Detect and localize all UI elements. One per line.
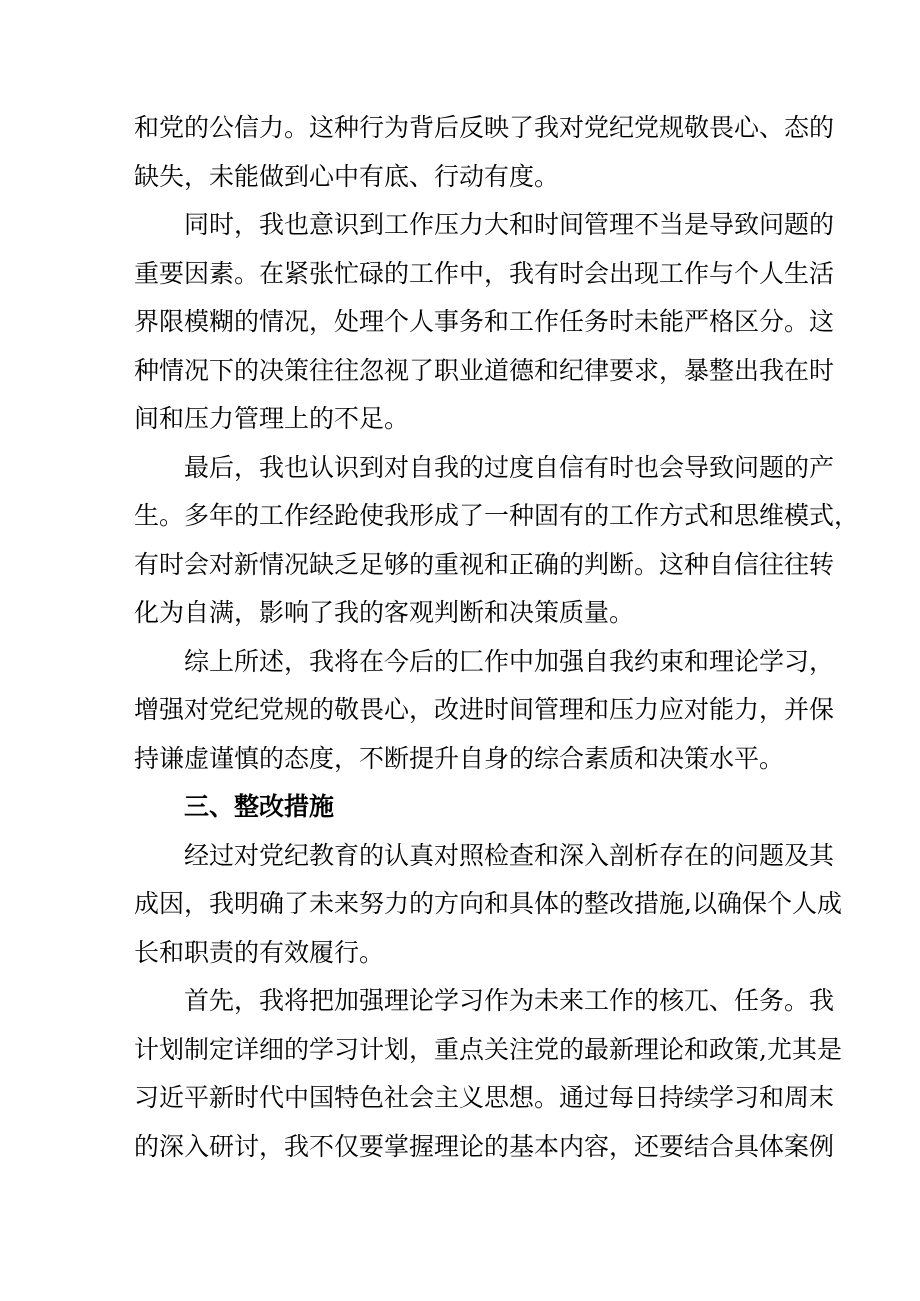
paragraph-line: 综上所述，我将在今后的匚作中加强自我约束和理论学习， [184, 646, 835, 676]
paragraph-line: 和党的公信力。这种行为背后反映了我对党纪党规敬畏心、态的 [134, 113, 835, 142]
paragraph-line: 重要因素。在紧张忙碌的工作中，我有时会出现工作与个人生活 [134, 258, 835, 288]
document-body [134, 104, 860, 1171]
paragraph-line: 同时，我也意识到工作压力大和时间管理不当是导致问题的 [184, 210, 835, 239]
paragraph-line: 种情况下的决策往往忽视了职业道德和纪律要求，暴整出我在时 [134, 355, 835, 385]
paragraph-line: 生。多年的工作经跄使我形成了一种固有的工作方式和思维模式， [134, 501, 860, 530]
paragraph-line: 有时会对新情况缺乏足够的重视和正确的判断。这种自信往往转 [134, 549, 835, 579]
paragraph-line: 成因，我明确了未来努力的方向和具体的整改措施,以确保个人成 [134, 889, 842, 918]
paragraph-line: 持谦虚谨慎的态度，不断提升自身的综合素质和决策水平。 [134, 743, 785, 773]
paragraph-line: 间和压力管理上的不足。 [134, 404, 410, 433]
paragraph-line: 计划制定详细的学习计划，重点关注党的最新理论和政策,尤其是 [134, 1034, 842, 1064]
paragraph-line: 经过对党纪教育的认真对照检查和深入剖析存在的问题及其 [184, 840, 835, 870]
paragraph-line: 界限模糊的情况，处理个人事务和工作任务时未能严格区分。这 [134, 307, 835, 336]
paragraph-line: 增强对党纪党规的敬畏心，改进时间管理和压力应对能力，并保 [134, 695, 835, 724]
section-heading: 三、整改措施 [184, 792, 335, 821]
paragraph-line: 化为自满，影响了我的客观判断和决策质量。 [134, 598, 635, 627]
paragraph-line: 缺失，未能做到心中有底、行动有度。 [134, 161, 560, 191]
paragraph-line: 习近平新时代中国特色社会主义思想。通过每日持续学习和周末 [134, 1083, 835, 1112]
paragraph-line: 的深入研讨，我不仅要掌握理论的基本内容，还要结合具体案例 [134, 1131, 835, 1161]
paragraph-line: 长和职责的有效履行。 [134, 937, 385, 967]
paragraph-line: 最后，我也认识到对自我的过度自信有时也会导致问题的产 [184, 452, 835, 482]
paragraph-line: 首先，我将把加强理论学习作为未来工作的核兀、任务。我 [184, 986, 835, 1015]
